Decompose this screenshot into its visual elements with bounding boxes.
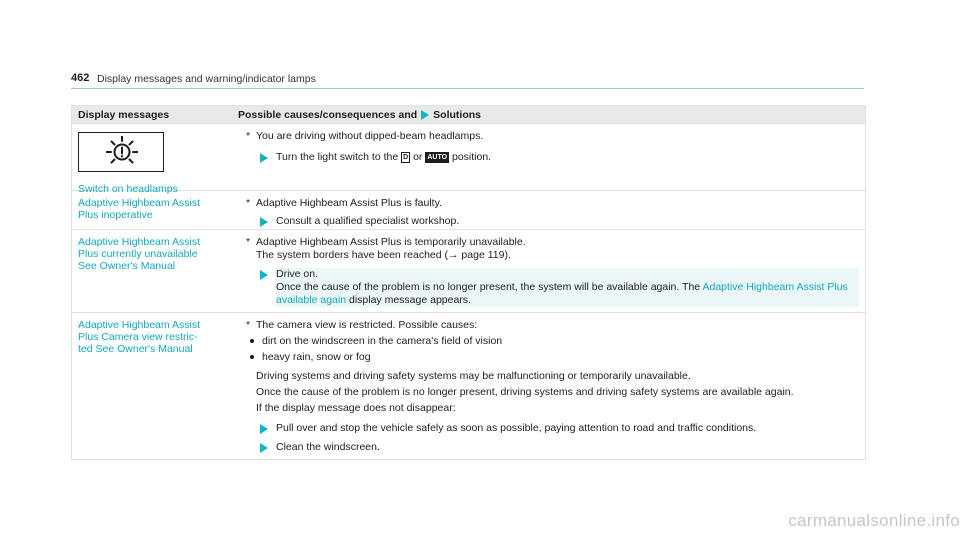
play-arrow-icon — [260, 443, 268, 453]
message-line: ted See Owner's Manual — [78, 343, 193, 355]
header-causes-solutions — [232, 106, 865, 123]
display-messages-table — [71, 105, 866, 460]
table-row — [72, 190, 865, 229]
cause-text — [246, 236, 859, 249]
headlamp-warning-icon — [78, 132, 164, 172]
header-solutions-label: Solutions — [433, 109, 482, 121]
bullet-icon — [250, 355, 254, 359]
table-row — [72, 123, 865, 195]
message-cell — [72, 191, 232, 229]
list-item — [246, 351, 859, 364]
cause-label: Adaptive Highbeam Assist Plus is temporarily unavailable. — [256, 236, 526, 248]
step-or-text: or — [413, 151, 423, 163]
message-reference: Adaptive Highbeam Assist Plus available again — [276, 281, 848, 306]
message-cell — [72, 124, 232, 195]
cause-text — [246, 319, 859, 332]
message-line: Adaptive Highbeam Assist — [78, 319, 200, 331]
cause-detail: The system borders have been reached (→ page 119). — [256, 249, 511, 261]
message-cell — [72, 230, 232, 312]
solution-step — [260, 422, 859, 435]
step-text: Pull over and stop the vehicle safely as soon as possible, paying attention to road and traffic conditions. — [276, 422, 757, 434]
header-display-messages: Display messages — [78, 109, 170, 121]
message-line: See Owner's Manual — [78, 260, 176, 272]
solution-cell — [232, 313, 865, 459]
page-header — [71, 72, 864, 89]
solution-cell — [232, 230, 865, 312]
step-text: Drive on. — [276, 268, 319, 280]
section-title: Display messages and warning/indicator lamps — [97, 73, 316, 85]
list-item — [246, 335, 859, 348]
solution-step — [260, 215, 859, 228]
solution-step — [260, 441, 859, 454]
bullet-icon — [250, 339, 254, 343]
dipped-beam-icon: D — [403, 154, 409, 161]
cause-text — [246, 197, 859, 210]
play-arrow-icon — [260, 424, 268, 434]
cause-label: Adaptive Highbeam Assist Plus is faulty. — [256, 197, 442, 209]
solution-step — [260, 268, 859, 307]
paragraph: Driving systems and driving safety systems may be malfunctioning or temporarily unavailable. — [256, 370, 691, 382]
message-switch-on-headlamps: Switch on headlamps — [78, 183, 178, 195]
step-text: Clean the windscreen. — [276, 441, 380, 453]
cause-marker: * — [246, 130, 251, 142]
message-line: Adaptive Highbeam Assist — [78, 236, 200, 248]
message-line: Adaptive Highbeam Assist — [78, 197, 200, 209]
cause-label: The camera view is restricted. Possible causes: — [256, 319, 478, 331]
step-text: Consult a qualified specialist workshop. — [276, 215, 460, 227]
message-line: Plus inoperative — [78, 209, 153, 221]
paragraph: If the display message does not disappear: — [256, 402, 456, 414]
play-arrow-icon — [260, 217, 268, 227]
solution-cell — [232, 124, 865, 190]
solution-step — [260, 151, 859, 164]
solution-cell — [232, 191, 865, 229]
message-line: Plus Camera view restric- — [78, 331, 198, 343]
step-text-end: display message appears. — [348, 294, 471, 306]
cause-text — [246, 130, 859, 143]
play-arrow-icon — [260, 153, 268, 163]
step-text-end: position. — [451, 151, 492, 163]
cause-label: You are driving without dipped-beam headlamps. — [256, 130, 484, 142]
table-header — [72, 106, 865, 123]
message-line: Plus currently unavailable — [78, 248, 198, 260]
cause-marker: * — [246, 197, 251, 209]
step-text: Turn the light switch to the — [276, 151, 399, 163]
play-arrow-icon — [421, 110, 429, 120]
paragraph: Once the cause of the problem is no longer present, driving systems and driving safety systems are available again. — [256, 386, 794, 398]
page-number: 462 — [71, 72, 90, 84]
table-row — [72, 312, 865, 459]
play-arrow-icon — [260, 270, 268, 280]
step-text: Once the cause of the problem is no longer present, the system will be available again. The — [276, 281, 701, 293]
message-cell — [72, 313, 232, 459]
list-item-text: dirt on the windscreen in the camera's field of vision — [262, 335, 503, 347]
header-causes-label: Possible causes/consequences and — [238, 109, 418, 121]
list-item-text: heavy rain, snow or fog — [262, 351, 371, 363]
auto-light-icon: AUTO — [427, 154, 448, 161]
cause-marker: * — [246, 236, 251, 248]
table-row — [72, 229, 865, 312]
watermark: carmanualsonline.info — [788, 511, 960, 530]
cause-marker: * — [246, 319, 251, 331]
